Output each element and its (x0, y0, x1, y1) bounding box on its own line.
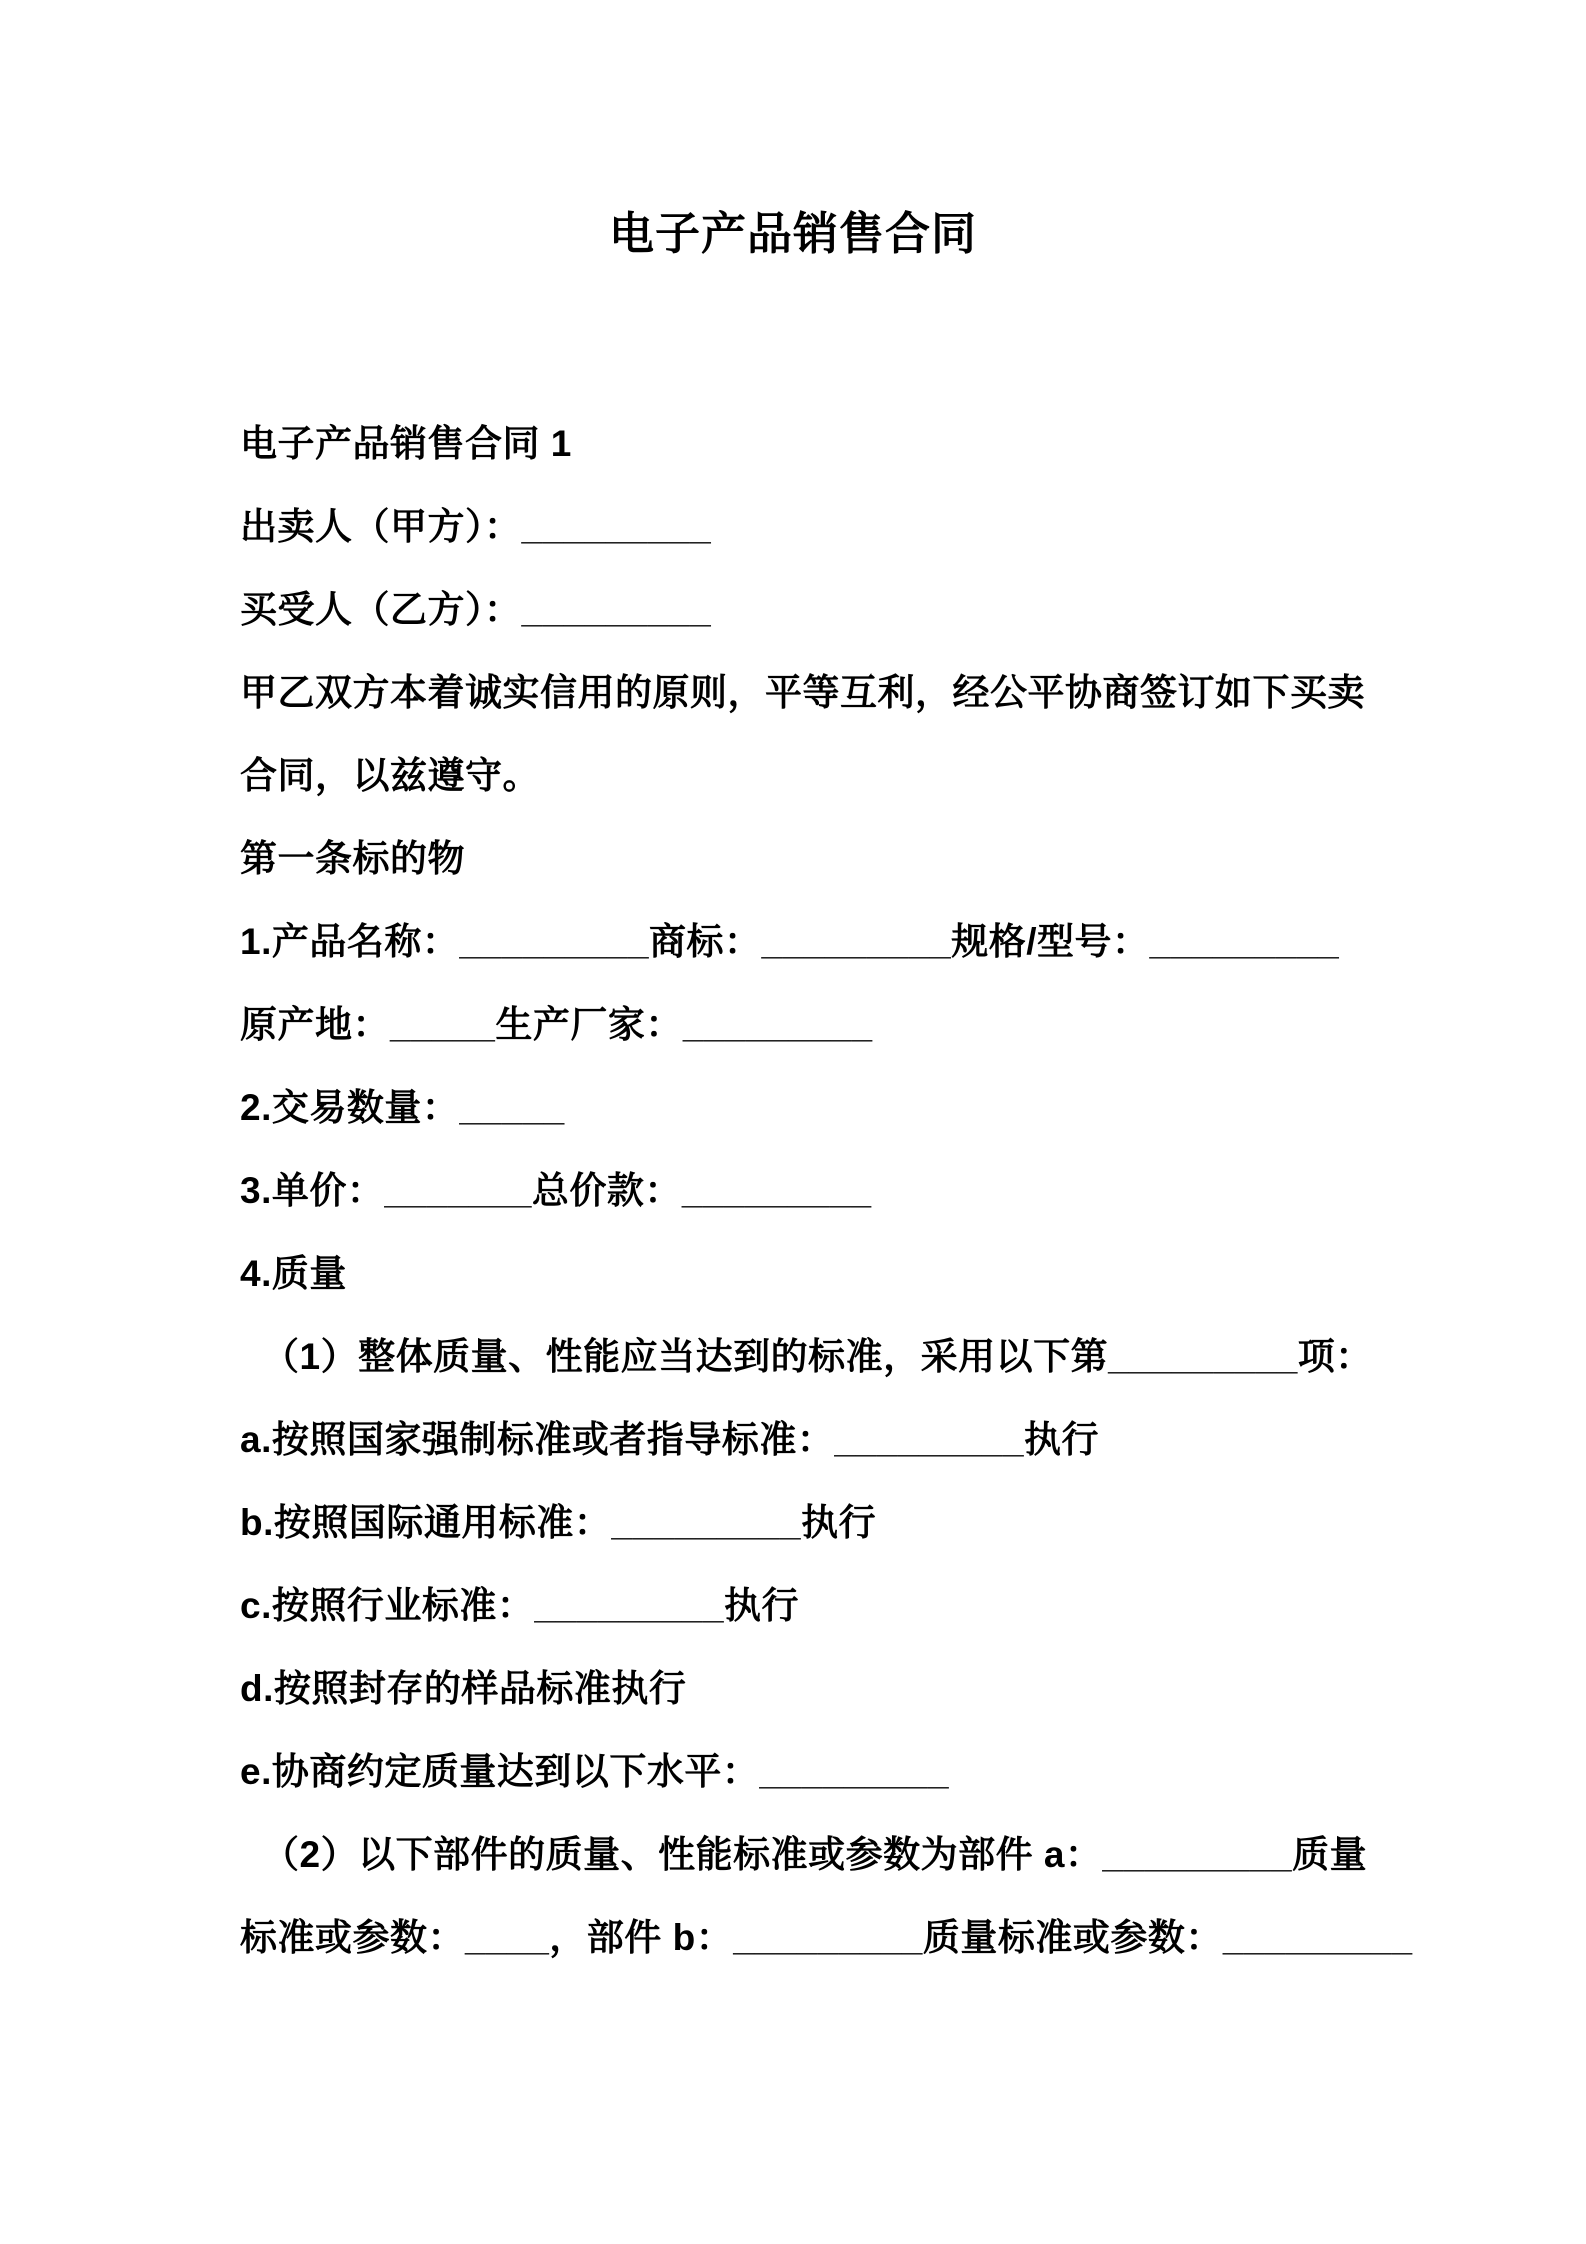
standard-option-a-line: a.按照国家强制标准或者指导标准：_________执行 (240, 1419, 1100, 1460)
article-heading-line: 第一条标的物 (240, 838, 465, 879)
standard-option-d-line: d.按照封存的样品标准执行 (240, 1668, 687, 1709)
quality-clause-2-line: （2）以下部件的质量、性能标准或参数为部件 a：_________质量 (262, 1834, 1368, 1875)
buyer-party-line: 买受人（乙方）：_________ (240, 589, 712, 630)
preamble-line: 合同，以兹遵守。 (240, 755, 540, 796)
contract-body (240, 402, 1413, 1979)
preamble-line: 甲乙双方本着诚实信用的原则，平等互利，经公平协商签订如下买卖 (240, 672, 1365, 713)
quality-clause-1-line: （1）整体质量、性能应当达到的标准，采用以下第_________项： (262, 1336, 1373, 1377)
standard-option-c-line: c.按照行业标准：_________执行 (240, 1585, 800, 1626)
quantity-line: 2.交易数量：_____ (240, 1087, 565, 1128)
document-title: 电子产品销售合同 (608, 208, 977, 259)
quality-clause-2-continuation-line: 标准或参数：____，部件 b：_________质量标准或参数：_________ (240, 1917, 1413, 1958)
seller-party-line: 出卖人（甲方）：_________ (240, 506, 712, 547)
standard-option-b-line: b.按照国际通用标准：_________执行 (240, 1502, 877, 1543)
section-heading-line: 电子产品销售合同 1 (240, 423, 572, 464)
standard-option-e-line: e.协商约定质量达到以下水平：_________ (240, 1751, 950, 1792)
product-name-line: 1.产品名称：_________商标：_________规格/型号：_________ (240, 921, 1340, 962)
price-line: 3.单价：_______总价款：_________ (240, 1170, 872, 1211)
origin-line: 原产地：_____生产厂家：_________ (240, 1004, 873, 1045)
quality-heading-line: 4.质量 (240, 1253, 347, 1294)
